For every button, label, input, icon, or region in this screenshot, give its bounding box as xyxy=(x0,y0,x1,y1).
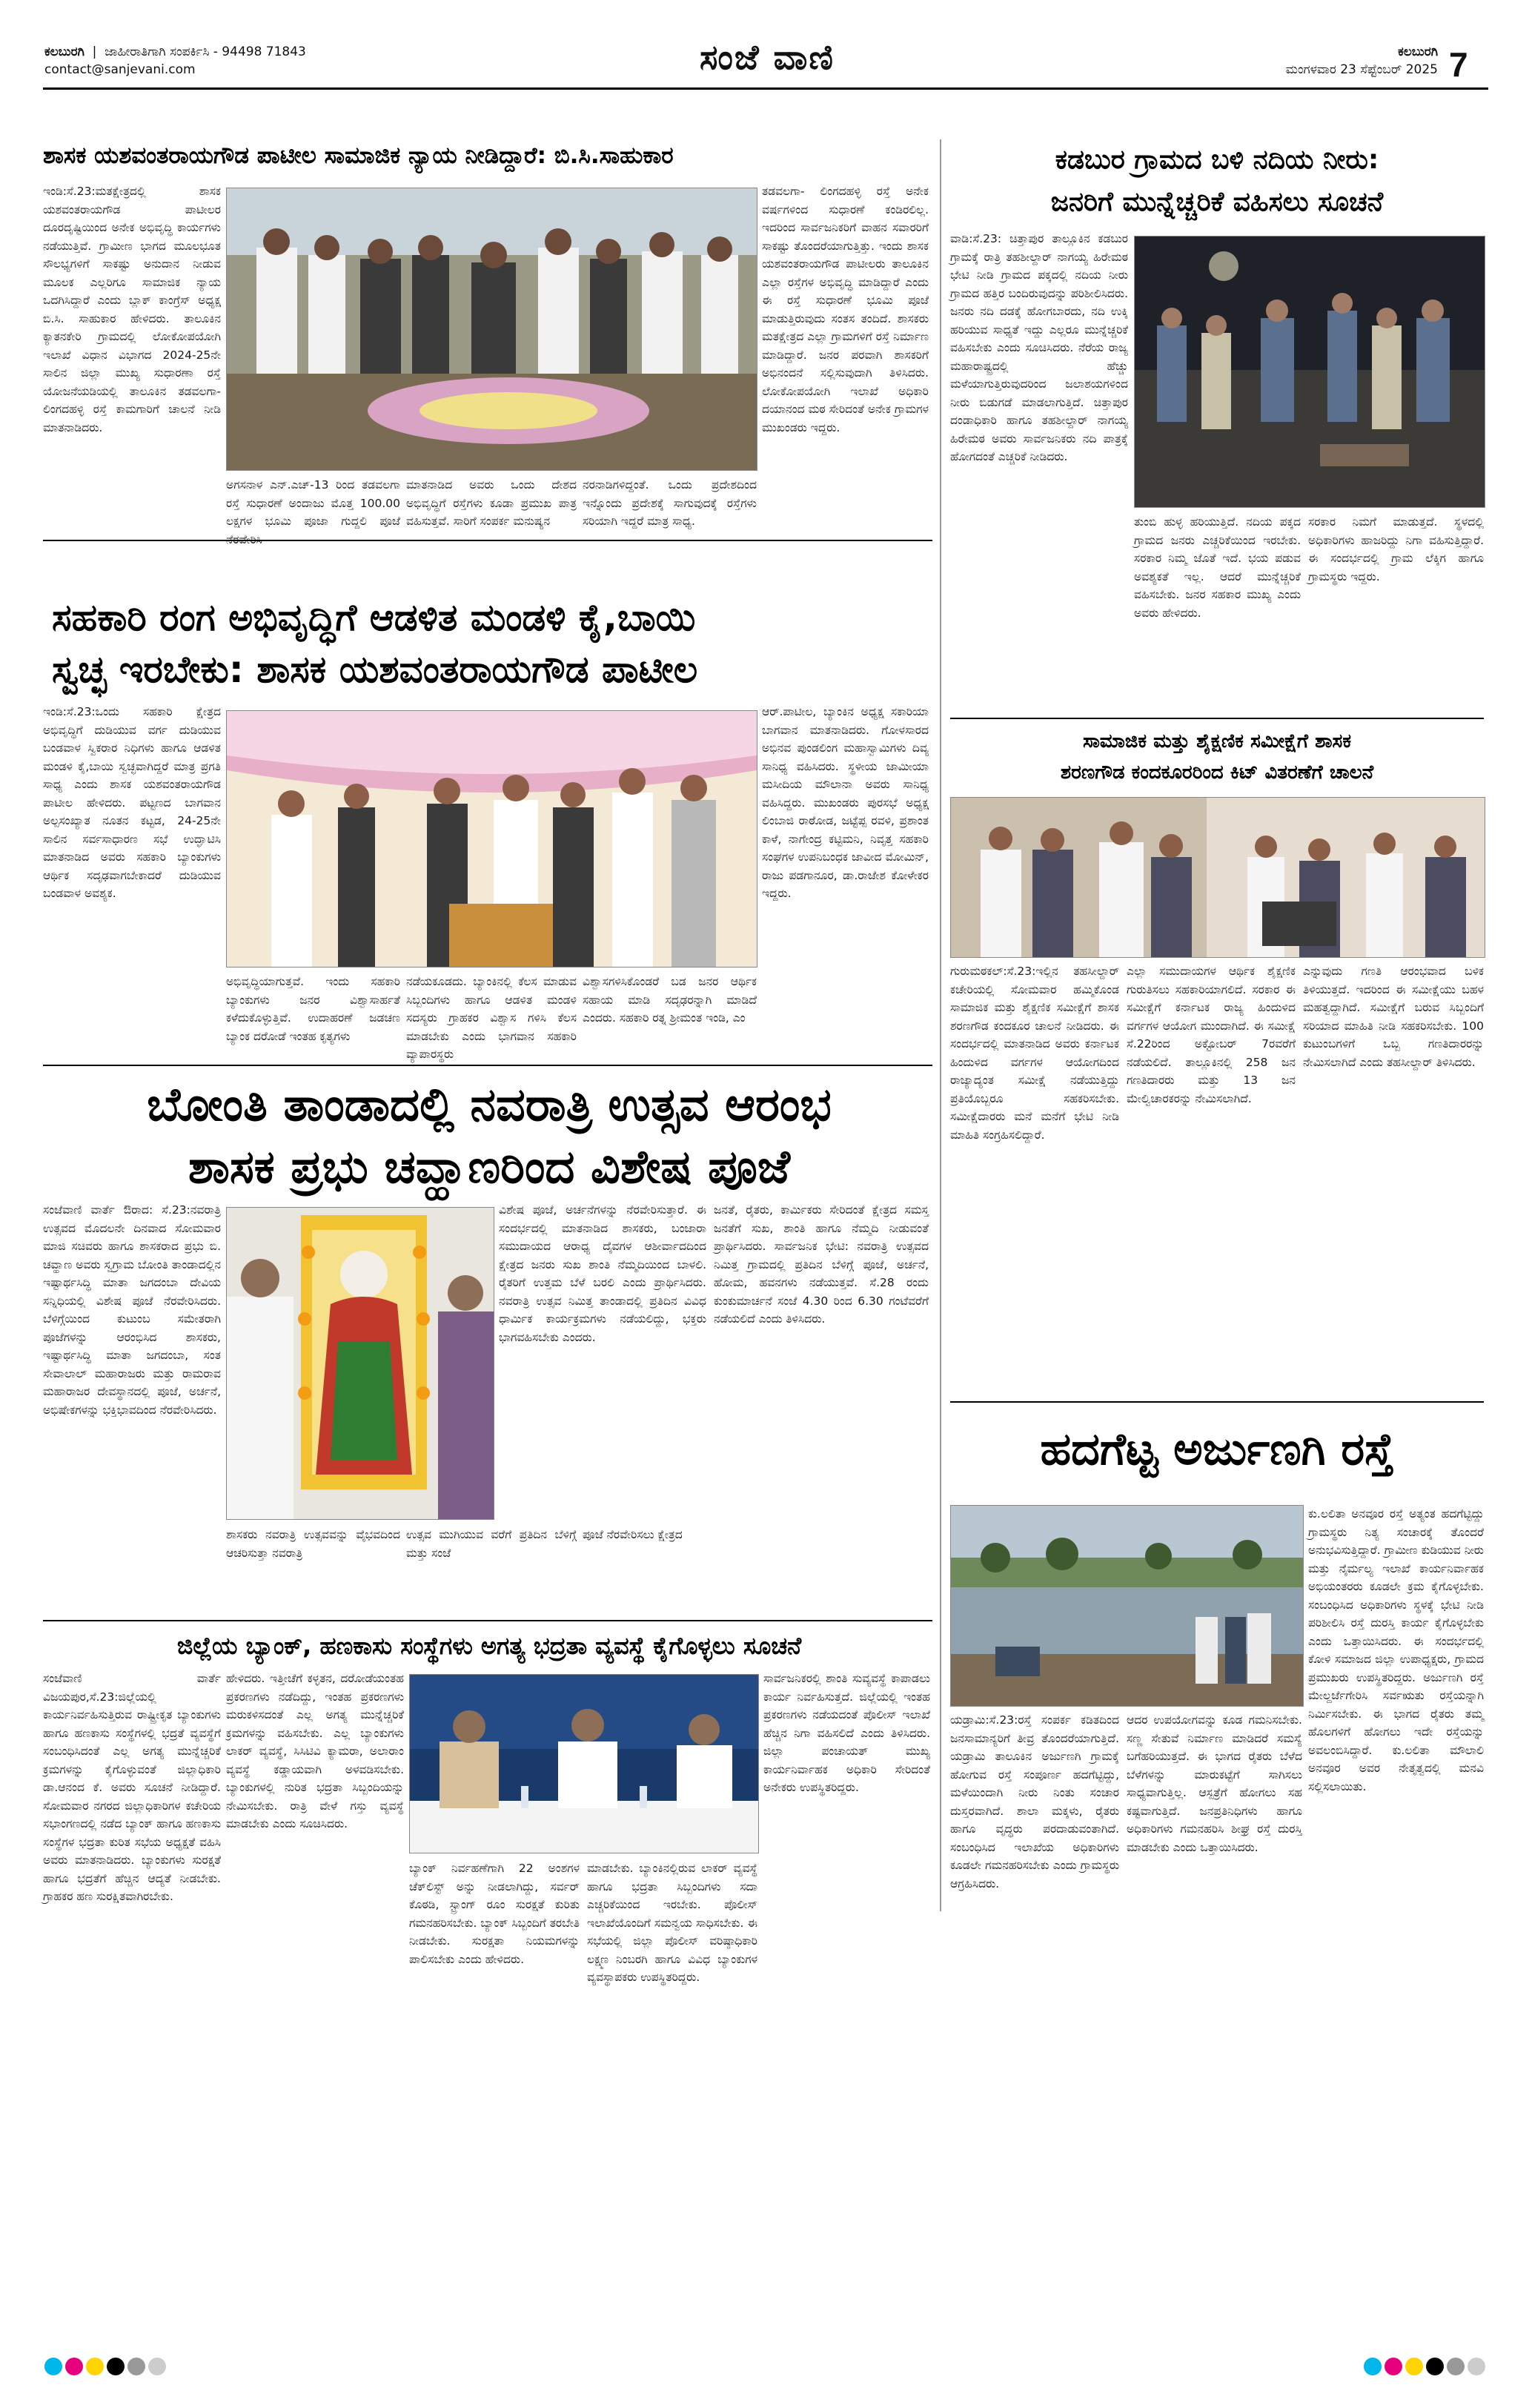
article3-headline-line2: ಸ್ವಚ್ಛ ಇರಬೇಕು: ಶಾಸಕ ಯಶವಂತರಾಯಗೌಡ ಪಾಟೀಲ xyxy=(52,648,698,691)
article3-bottom2: ನಡೆಯಕೂಡದು. ಬ್ಯಾಂಕಿನಲ್ಲಿ ಕೆಲಸ ಮಾಡುವ ಸಿಬ್ಬಂದಿಗಳು ಹಾಗೂ ಆಡಳಿತ ಮಂಡಳಿ ಸದಸ್ಯರು ಗ್ರಾಹಕರ ವಿಶ್ವಾಸ ಗಳಿಸಿ ಕೆಲಸ ಮಾಡಬೇಕು ಎಂದು ಭಾಗವಾನ ಸಹಕಾರಿ ವ್ಯಾಪಾರಸ್ಥರು xyxy=(406,975,577,1061)
registration-dot xyxy=(1385,2358,1402,2375)
article5-headline-line1: ಬೋಂತಿ ತಾಂಡಾದಲ್ಲಿ ನವರಾತ್ರಿ ಉತ್ಸವ ಆರಂಭ xyxy=(147,1077,832,1131)
masthead-email[interactable]: contact@sanjevani.com xyxy=(44,62,196,77)
registration-dot xyxy=(127,2358,145,2375)
masthead-left: ಕಲಬುರಗಿ | ಜಾಹೀರಾತಿಗಾಗಿ ಸಂಪರ್ಕಿಸಿ - 94498 71843 contact@sanjevani.com xyxy=(44,44,306,77)
article1-bottom3: ನರನಾಡಿಗಳಿದ್ದಂತೆ. ಒಂದು ಪ್ರದೇಶದಿಂದ ಇನ್ನೊಂದು ಪ್ರದೇಶಕ್ಕೆ ಸಾಗುವುದಕ್ಕೆ ರಸ್ತೆಗಳು ಸರಿಯಾಗಿ ಇದ್ದರೆ ಮಾತ್ರ ಸಾಧ್ಯ. xyxy=(583,478,757,528)
masthead-city-right: ಕಲಬುರಗಿ xyxy=(1398,44,1438,59)
article5-bottom1: ಶಾಸಕರು ನವರಾತ್ರಿ ಉತ್ಸವವನ್ನು ವೈಭವದಿಂದ ಆಚರಿಸುತ್ತಾ ನವರಾತ್ರಿ xyxy=(226,1528,400,1560)
article4-col1: ಗುರುಮಠಕಲ್:ಸೆ.23:ಇಲ್ಲಿನ ತಹಸೀಲ್ದಾರ್ ಕಚೇರಿಯಲ್ಲಿ ಸೋಮವಾರ ಹಮ್ಮಿಕೊಂಡ ಸಾಮಾಜಿಕ ಮತ್ತು ಶೈಕ್ಷಣಿಕ ಸಮೀಕ್ಷೆಗೆ ಶಾಸಕ ಶರಣಗೌಡ ಕಂದಕೂರ ಚಾಲನೆ ನೀಡಿದರು. ಈ ಸಂದರ್ಭದಲ್ಲಿ ಮಾತನಾಡಿದ ಅವರು ಕರ್ನಾಟಕ ಹಿಂದುಳಿದ ವರ್ಗಗಳ ಆಯೋಗದಿಂದ ರಾಜ್ಯಾದ್ಯಂತ ಸಮೀಕ್ಷೆ ನಡೆಯುತ್ತಿದ್ದು ಪ್ರತಿಯೊಬ್ಬರೂ ಸಹಕರಿಸಬೇಕು. ಸಮೀಕ್ಷೆದಾರರು ಮನೆ ಮನೆಗೆ ಭೇಟಿ ನೀಡಿ ಮಾಹಿತಿ ಸಂಗ್ರಹಿಸಲಿದ್ದಾರೆ. xyxy=(950,965,1119,1142)
cooperative-bank-inauguration-photo-icon xyxy=(227,711,757,967)
article7-photo xyxy=(409,1674,759,1853)
registration-dot xyxy=(148,2358,166,2375)
divider xyxy=(950,1401,1484,1403)
article6-side: ಕು.ಲಲಿತಾ ಅನವೂರ ರಸ್ತೆ ಅತ್ಯಂತ ಹದಗೆಟ್ಟಿದ್ದು ಗ್ರಾಮಸ್ಥರು ನಿತ್ಯ ಸಂಚಾರಕ್ಕೆ ತೊಂದರೆ ಅನುಭವಿಸುತ್ತಿದ್ದಾರೆ. ಗ್ರಾಮೀಣ ಕುಡಿಯುವ ನೀರು ಮತ್ತು ನೈರ್ಮಲ್ಯ ಇಲಾಖೆ ಕಾರ್ಯನಿರ್ವಾಹಕ ಅಭಿಯಂತರರು ಕೂಡಲೇ ಕ್ರಮ ಕೈಗೊಳ್ಳಬೇಕು. ಸಂಬಂಧಿಸಿದ ಅಧಿಕಾರಿಗಳು ಸ್ಥಳಕ್ಕೆ ಭೇಟಿ ನೀಡಿ ಪರಿಶೀಲಿಸಿ ರಸ್ತೆ ದುರಸ್ತಿ ಕಾರ್ಯ ಕೈಗೊಳ್ಳಬೇಕು ಎಂದು ಒತ್ತಾಯಿಸಿದರು. ಈ ಸಂದರ್ಭದಲ್ಲಿ ಕೋಳಿ ಸಮಾಜದ ಜಿಲ್ಲಾ ಉಪಾಧ್ಯಕ್ಷರು, ಗ್ರಾಮದ ಪ್ರಮುಖರು ಉಪಸ್ಥಿತರಿದ್ದರು. ಅರ್ಜುಣಗಿ ರಸ್ತೆ ಮೇಲ್ದರ್ಜೆಗೇರಿಸಿ ಸರ್ವಋತು ರಸ್ತೆಯನ್ನಾಗಿ ನಿರ್ಮಿಸಬೇಕು. ಈ ಭಾಗದ ರೈತರು ತಮ್ಮ ಹೊಲಗಳಿಗೆ ಹೋಗಲು ಇದೇ ರಸ್ತೆಯನ್ನು ಅವಲಂಬಿಸಿದ್ದಾರೆ. ಕು.ಲಲಿತಾ ಮೌಲಾಲಿ ಅನವೂರ ಅವರ ನೇತೃತ್ವದಲ್ಲಿ ಮನವಿ ಸಲ್ಲಿಸಲಾಯಿತು. xyxy=(1308,1507,1484,1793)
article3-col1: ಇಂಡಿ:ಸೆ.23:ಒಂದು ಸಹಕಾರಿ ಕ್ಷೇತ್ರದ ಅಭಿವೃದ್ಧಿಗೆ ದುಡಿಯುವ ವರ್ಗ ದುಡಿಯುವ ಬಂಡವಾಳ ಸ್ವಿಕರಾರ ನಿಧಿಗಳು ಹಾಗೂ ಆಡಳಿತ ಮಂಡಳಿ ಕೈ,ಬಾಯಿ ಸ್ವಚ್ಛವಾಗಿದ್ದರೆ ಮಾತ್ರ ಪ್ರಗತಿ ಸಾಧ್ಯ ಎಂದು ಶಾಸಕ ಯಶವಂತರಾಯಗೌಡ ಪಾಟೀಲ ಹೇಳಿದರು. ಪಟ್ಟಣದ ಬಾಗವಾನ ಅಲ್ಪಸಂಖ್ಯಾತ ನೂತನ ಕಟ್ಟಡ, 24-25ನೇ ಸಾಲಿನ ಸರ್ವಸಾಧಾರಣ ಸಭೆ ಉದ್ಘಾಟಿಸಿ ಮಾತನಾಡಿದ ಅವರು ಸಹಕಾರಿ ಬ್ಯಾಂಕುಗಳು ಆರ್ಥಿಕ ಸದೃಢವಾಗಬೇಕಾದರೆ ದುಡಿಯುವ ಬಂಡವಾಳ ಅವಶ್ಯಕ. xyxy=(43,705,221,900)
registration-dot xyxy=(107,2358,125,2375)
article7-col4: ಮಾಡಬೇಕು. ಬ್ಯಾಂಕಿನಲ್ಲಿರುವ ಲಾಕರ್ ವ್ಯವಸ್ಥೆ ಹಾಗೂ ಭದ್ರತಾ ಸಿಬ್ಬಂದಿಗಳು ಸದಾ ಎಚ್ಚರಿಕೆಯಿಂದ ಇರಬೇಕು. ಪೊಲೀಸ್ ಇಲಾಖೆಯೊಂದಿಗೆ ಸಮನ್ವಯ ಸಾಧಿಸಬೇಕು. ಈ ಸಭೆಯಲ್ಲಿ ಜಿಲ್ಲಾ ಪೊಲೀಸ್ ವರಿಷ್ಠಾಧಿಕಾರಿ ಲಕ್ಷ್ಮಣ ನಿಂಬರಗಿ ಹಾಗೂ ವಿವಿಧ ಬ್ಯಾಂಕುಗಳ ವ್ಯವಸ್ಥಾಪಕರು ಉಪಸ್ಥಿತರಿದ್ದರು. xyxy=(587,1862,757,1984)
article1-bottom1: ಅಗಸನಾಳ ಎನ್.ಎಚ್-13 ರಿಂದ ತಡವಲಗಾ ರಸ್ತೆ ಸುಧಾರಣೆ ಅಂದಾಜು ಮೊತ್ತ 100.00 ಲಕ್ಷಗಳ ಭೂಮಿ ಪೂಜಾ ಗುದ್ದಲಿ ಪೂಜೆ xyxy=(226,478,400,528)
article5-bottom2: ಉತ್ಸವ ಮುಗಿಯುವ ವರೆಗೆ ಪ್ರತಿದಿನ ಬೆಳಿಗ್ಗೆ ಮತ್ತು ಸಂಜೆ xyxy=(406,1528,577,1560)
article1-bottom2: ಮಾತನಾಡಿದ ಅವರು ಒಂದು ದೇಶದ ಅಭಿವೃದ್ಧಿಗೆ ರಸ್ತೆಗಳು ಕೂಡಾ ಪ್ರಮುಖ ಪಾತ್ರ ವಹಿಸುತ್ತವೆ. ಸಾರಿಗೆ ಸಂಪರ್ಕ ಮನುಷ್ಯನ xyxy=(406,478,577,528)
article7-col5: ಸಾರ್ವಜನಿಕರಲ್ಲಿ ಶಾಂತಿ ಸುವ್ಯವಸ್ಥೆ ಕಾಪಾಡಲು ಕಾರ್ಯ ನಿರ್ವಹಿಸುತ್ತದೆ. ಜಿಲ್ಲೆಯಲ್ಲಿ ಇಂತಹ ಪ್ರಕರಣಗಳು ನಡೆಯದಂತೆ ಪೊಲೀಸ್ ಇಲಾಖೆ ಹೆಚ್ಚಿನ ನಿಗಾ ವಹಿಸಲಿದೆ ಎಂದು ತಿಳಿಸಿದರು. ಜಿಲ್ಲಾ ಪಂಚಾಯತ್ ಮುಖ್ಯ ಕಾರ್ಯನಿರ್ವಾಹಕ ಅಧಿಕಾರಿ ಸೇರಿದಂತೆ ಅನೇಕರು ಉಪಸ್ಥಿತರಿದ್ದರು. xyxy=(763,1672,930,1794)
bank-security-meeting-photo-icon xyxy=(410,1675,758,1853)
newspaper-logo: ಸಂಜೆ ವಾಣಿ xyxy=(700,37,835,77)
article1-photo xyxy=(226,188,757,471)
article2-headline-line2: ಜನರಿಗೆ ಮುನ್ನೆಚ್ಚರಿಕೆ ವಹಿಸಲು ಸೂಚನೆ xyxy=(1050,187,1384,217)
article4-headline-line2: ಶರಣಗೌಡ ಕಂದಕೂರರಿಂದ ಕಿಟ್ ವಿತರಣೆಗೆ ಚಾಲನೆ xyxy=(1060,761,1374,784)
registration-dot xyxy=(44,2358,62,2375)
registration-dot xyxy=(1426,2358,1444,2375)
article5-bottom3: ಪೂಜೆ ನೆರವೇರಿಸಲು ಕ್ಷೇತ್ರದ xyxy=(583,1528,683,1541)
masthead-date: ಮಂಗಳವಾರ 23 ಸೆಪ್ಟೆಂಬರ್ 2025 xyxy=(1285,62,1438,77)
article5-col1: ಸಂಜೆವಾಣಿ ವಾರ್ತೆ ಔರಾದ: ಸೆ.23:ನವರಾತ್ರಿ ಉತ್ಸವದ ಮೊದಲನೇ ದಿನವಾದ ಸೋಮವಾರ ಮಾಜಿ ಸಚಿವರು ಹಾಗೂ ಶಾಸಕರಾದ ಪ್ರಭು ಬಿ. ಚವ್ಹಾಣ ಅವರು ಸ್ವಗ್ರಾಮ ಬೋಂತಿ ತಾಂಡಾದಲ್ಲಿನ ಇಷ್ಟಾರ್ಥಸಿದ್ಧಿ ಮಾತಾ ಜಗದಂಬಾ ದೇವಿಯ ಸನ್ನಿಧಿಯಲ್ಲಿ ವಿಶೇಷ ಪೂಜೆ ನೆರವೇರಿಸಿದರು. ಬೆಳಿಗ್ಗೆಯಿಂದ ಕುಟುಂಬ ಸಮೇತರಾಗಿ ಪೂಜೆಗಳನ್ನು ಆರಂಭಿಸಿದ ಶಾಸಕರು, ಇಷ್ಟಾರ್ಥಸಿದ್ಧಿ ಮಾತಾ ಜಗದಂಬಾ, ಸಂತ ಸೇವಾಲಾಲ್ ಮಹಾರಾಜರು ಮತ್ತು ರಾಮರಾವ ಮಹಾರಾಜರ ದೇವಸ್ಥಾನದಲ್ಲಿ ಪೂಜೆ, ಅರ್ಚನೆ, ಅಭಿಷೇಕಗಳನ್ನು ಭಕ್ತಿಭಾವದಿಂದ ನೆರವೇರಿಸಿದರು. xyxy=(43,1203,221,1417)
survey-kit-distribution-photo-icon xyxy=(951,798,1485,957)
divider xyxy=(43,540,932,541)
damaged-road-photo-icon xyxy=(951,1506,1303,1706)
registration-dot xyxy=(86,2358,104,2375)
article4-col3: ಎನ್ನುವುದು ಗಣತಿ ಆರಂಭವಾದ ಬಳಿಕ ತಿಳಿಯುತ್ತದೆ. ಇದರಿಂದ ಈ ಸಮೀಕ್ಷೆಯು ಬಹಳ ಮಹತ್ವದ್ದಾಗಿದೆ. ಸಮೀಕ್ಷೆಗೆ ಬರುವ ಸಿಬ್ಬಂದಿಗೆ ಸರಿಯಾದ ಮಾಹಿತಿ ನೀಡಿ ಸಹಕರಿಸಬೇಕು. 100 ಕುಟುಂಬಗಳಿಗೆ ಒಬ್ಬ ಗಣತಿದಾರರನ್ನು ನೇಮಿಸಲಾಗಿದೆ ಎಂದು ತಹಸೀಲ್ದಾರ್ ತಿಳಿಸಿದರು. xyxy=(1303,965,1484,1069)
masthead-city-left: ಕಲಬುರಗಿ xyxy=(44,44,84,59)
article3-bottom1: ಅಭಿವೃದ್ಧಿಯಾಗುತ್ತವೆ. ಇಂದು ಸಹಕಾರಿ ಬ್ಯಾಂಕುಗಳು ಜನರ ವಿಶ್ವಾಸಾರ್ಹತೆ ಕಳೆದುಕೊಳ್ಳುತ್ತಿವೆ. ಉದಾಹರಣೆ ಜಡಚಣ ಬ್ಯಾಂಕ ದರೋಡೆ ಇಂತಹ ಕೃತ್ಯಗಳು xyxy=(226,975,400,1043)
masthead-rule xyxy=(43,87,1488,90)
article3-photo xyxy=(226,710,757,968)
article4-col2: ಎಲ್ಲಾ ಸಮುದಾಯಗಳ ಆರ್ಥಿಕ ಶೈಕ್ಷಣಿಕ ಗುರುತಿಸಲು ಸಹಕಾರಿಯಾಗಲಿದೆ. ಸರಕಾರ ಈ ಸಮೀಕ್ಷೆಗೆ ಕರ್ನಾಟಕ ರಾಜ್ಯ ಹಿಂದುಳಿದ ವರ್ಗಗಳ ಆಯೋಗ ಮುಂದಾಗಿದೆ. ಈ ಸಮೀಕ್ಷೆ ಸೆ.22ರಿಂದ ಅಕ್ಟೋಬರ್ 7ರವರೆಗೆ ನಡೆಯಲಿದೆ. ತಾಲ್ಲೂಕಿನಲ್ಲಿ 258 ಜನ ಗಣತಿದಾರರು ಮತ್ತು 13 ಜನ ಮೇಲ್ವಿಚಾರಕರನ್ನು ನೇಮಿಸಲಾಗಿದೆ. xyxy=(1127,965,1296,1105)
article6-headline: ಹದಗೆಟ್ಟ ಅರ್ಜುಣಗಿ ರಸ್ತೆ xyxy=(1040,1423,1394,1475)
article7-col3: ಬ್ಯಾಂಕ್ ನಿರ್ವಹಣೆಗಾಗಿ 22 ಅಂಶಗಳ ಚೆಕ್‌ಲಿಸ್ಟ್ ಅನ್ನು ನೀಡಲಾಗಿದ್ದು, ಸರ್ವರ್ ಕೊಠಡಿ, ಸ್ಟ್ರಾಂಗ್ ರೂಂ ಸುರಕ್ಷತೆ ಕುರಿತು ಗಮನಹರಿಸಬೇಕು. ಬ್ಯಾಂಕ್ ಸಿಬ್ಬಂದಿಗೆ ತರಬೇತಿ ನೀಡಬೇಕು. ಸುರಕ್ಷತಾ ನಿಯಮಗಳನ್ನು ಪಾಲಿಸಬೇಕು ಎಂದು ಹೇಳಿದರು. xyxy=(409,1862,580,1966)
article7-col1: ಸಂಜೆವಾಣಿ ವಾರ್ತೆ ವಿಜಯಪುರ,ಸೆ.23:ಜಿಲ್ಲೆಯಲ್ಲಿ ಕಾರ್ಯನಿರ್ವಹಿಸುತ್ತಿರುವ ರಾಷ್ಟ್ರೀಕೃತ ಬ್ಯಾಂಕುಗಳು ಹಾಗೂ ಹಣಕಾಸು ಸಂಸ್ಥೆಗಳಲ್ಲಿ ಭದ್ರತೆ ವ್ಯವಸ್ಥೆಗೆ ಸಂಬಂಧಿಸಿದಂತೆ ಎಲ್ಲ ಅಗತ್ಯ ಮುನ್ನೆಚ್ಚರಿಕೆ ಕ್ರಮಗಳನ್ನು ಕೈಗೊಳ್ಳುವಂತೆ ಜಿಲ್ಲಾಧಿಕಾರಿ ಡಾ.ಆನಂದ ಕೆ. ಅವರು ಸೂಚನೆ ನೀಡಿದ್ದಾರೆ. ಸೋಮವಾರ ನಗರದ ಜಿಲ್ಲಾಧಿಕಾರಿಗಳ ಕಚೇರಿಯ ಸಭಾಂಗಣದಲ್ಲಿ ನಡೆದ ಬ್ಯಾಂಕ್ ಹಾಗೂ ಹಣಕಾಸು ಸಂಸ್ಥೆಗಳ ಭದ್ರತಾ ಕುರಿತ ಸಭೆಯ ಅಧ್ಯಕ್ಷತೆ ವಹಿಸಿ ಅವರು ಮಾತನಾಡಿದರು. ಬ್ಯಾಂಕುಗಳು ಸುರಕ್ಷತೆ ಹಾಗೂ ಭದ್ರತೆಗೆ ಹೆಚ್ಚಿನ ಆದ್ಯತೆ ನೀಡಬೇಕು. ಗ್ರಾಹಕರ ಹಣ ಸುರಕ್ಷಿತವಾಗಿರಬೇಕು. xyxy=(43,1672,221,1903)
masthead-right xyxy=(1216,43,1438,79)
article3-col2: ಆರ್.ಪಾಟೀಲ, ಬ್ಯಾಂಕಿನ ಅಧ್ಯಕ್ಷ ಸಕಾರಿಯಾ ಬಾಗವಾನ ಮಾತನಾಡಿದರು. ಗೋಳಸಾರದ ಅಭಿನವ ಪುಂಡಲಿಂಗ ಮಹಾಸ್ವಾಮಿಗಳು ದಿವ್ಯ ಸಾನಿಧ್ಯ ವಹಿಸಿದರು. ಸ್ಥಳೀಯ ಜಾಮೀಯಾ ಮಸೀದಿಯ ಮೌಲಾನಾ ಅವರು ಸಾನಿಧ್ಯ ವಹಿಸಿದ್ದರು. ಮುಖಂಡರು ಪುರಸಭೆ ಅಧ್ಯಕ್ಷ ಲಿಂಬಾಜಿ ರಾಠೋಡ, ಜಟ್ಟೆಪ್ಪ ರವಳಿ, ಪ್ರಶಾಂತ ಕಾಳೆ, ನಾಗೇಂದ್ರ ಕಟ್ಟಿಮನಿ, ನಿವೃತ್ತ ಸಹಕಾರಿ ಸಂಘಗಳ ಉಪನಿಬಂಧಕ ಜಾವೀದ ಮೋಮಿನ್, ರಾಜು ಪಡಗಾನೂರ, ಡಾ.ರಾಜೇಶ ಕೋಳೇಕರ ಇದ್ದರು. xyxy=(762,705,929,900)
article2-col3: ಸರಕಾರ ನಿಮಗೆ ಮಾಡುತ್ತದೆ. ಸ್ಥಳದಲ್ಲಿ ಅಧಿಕಾರಿಗಳು ಹಾಜರಿದ್ದು ನಿಗಾ ವಹಿಸುತ್ತಿದ್ದಾರೆ. ಈ ಸಂದರ್ಭದಲ್ಲಿ ಗ್ರಾಮ ಲೆಕ್ಕಿಗ ಹಾಗೂ ಗ್ರಾಮಸ್ಥರು ಇದ್ದರು. xyxy=(1308,515,1484,583)
article4-photo xyxy=(950,797,1485,958)
article1-headline: ಶಾಸಕ ಯಶವಂತರಾಯಗೌಡ ಪಾಟೀಲ ಸಾಮಾಜಿಕ ನ್ಯಾಯ ನೀಡಿದ್ದಾರೆ: ಬಿ.ಸಿ.ಸಾಹುಕಾರ xyxy=(43,142,674,169)
article7-headline: ಜಿಲ್ಲೆಯ ಬ್ಯಾಂಕ್, ಹಣಕಾಸು ಸಂಸ್ಥೆಗಳು ಅಗತ್ಯ ಭದ್ರತಾ ವ್ಯವಸ್ಥೆ ಕೈಗೊಳ್ಳಲು ಸೂಚನೆ xyxy=(176,1632,802,1660)
registration-dot xyxy=(1468,2358,1485,2375)
divider xyxy=(43,1065,932,1066)
article2-headline-line1: ಕಡಬುರ ಗ್ರಾಮದ ಬಳಿ ನದಿಯ ನೀರು: xyxy=(1055,145,1379,175)
divider xyxy=(43,1620,932,1621)
groundbreaking-photo-icon xyxy=(227,188,757,470)
article4-headline-line1: ಸಾಮಾಜಿಕ ಮತ್ತು ಶೈಕ್ಷಣಿಕ ಸಮೀಕ್ಷೆಗೆ ಶಾಸಕ xyxy=(1082,730,1352,752)
night-river-inspection-photo-icon xyxy=(1135,236,1485,507)
color-registration-left xyxy=(44,2358,169,2378)
article5-headline-line2: ಶಾಸಕ ಪ್ರಭು ಚವ್ಹಾಣರಿಂದ ವಿಶೇಷ ಪೂಜೆ xyxy=(188,1140,791,1194)
article2-col1: ವಾಡಿ:ಸೆ.23: ಚಿತ್ತಾಪುರ ತಾಲ್ಲೂಕಿನ ಕಡಬುರ ಗ್ರಾಮಕ್ಕೆ ರಾತ್ರಿ ತಹಶೀಲ್ದಾರ್ ನಾಗಯ್ಯ ಹಿರೇಮಠ ಭೇಟಿ ನೀಡಿ ಗ್ರಾಮದ ಪಕ್ಕದಲ್ಲಿ ನದಿಯ ನೀರು ಗ್ರಾಮದ ಹತ್ತಿರ ಬಂದಿರುವುದನ್ನು ಪರಿಶೀಲಿಸಿದರು. ಜನರು ನದಿ ದಡಕ್ಕೆ ಹೋಗಬಾರದು, ನದಿ ಉಕ್ಕಿ ಹರಿಯುವ ಸಾಧ್ಯತೆ ಇದ್ದು ಎಲ್ಲರೂ ಮುನ್ನೆಚ್ಚರಿಕೆ ವಹಿಸಬೇಕು ಎಂದು ಸೂಚಿಸಿದರು. ನೆರೆಯ ರಾಜ್ಯ ಮಹಾರಾಷ್ಟ್ರದಲ್ಲಿ ಹೆಚ್ಚು ಮಳೆಯಾಗುತ್ತಿರುವುದರಿಂದ ಜಲಾಶಯಗಳಿಂದ ನೀರು ಬಿಡುಗಡೆ ಮಾಡಲಾಗುತ್ತಿದೆ. ಚಿತ್ತಾಪುರ ದಂಡಾಧಿಕಾರಿ ಹಾಗೂ ತಹಶೀಲ್ದಾರ್ ನಾಗಯ್ಯ ಹಿರೇಮಠ ಅವರು ಸಾರ್ವಜನಿಕರು ನದಿ ಪಾತ್ರಕ್ಕೆ ಹೋಗದಂತೆ ಎಚ್ಚರಿಕೆ ನೀಡಿದರು. xyxy=(950,232,1128,463)
registration-dot xyxy=(1405,2358,1423,2375)
article3-headline-line1: ಸಹಕಾರಿ ರಂಗ ಅಭಿವೃದ್ಧಿಗೆ ಆಡಳಿತ ಮಂಡಳಿ ಕೈ,ಬಾಯಿ xyxy=(52,596,696,639)
registration-dot xyxy=(65,2358,83,2375)
registration-dot xyxy=(1447,2358,1465,2375)
article1-col1: ಇಂಡಿ:ಸೆ.23:ಮತಕ್ಷೇತ್ರದಲ್ಲಿ ಶಾಸಕ ಯಶವಂತರಾಯಗೌಡ ಪಾಟೀಲರ ದೂರದೃಷ್ಟಿಯಿಂದ ಅನೇಕ ಅಭಿವೃದ್ಧಿ ಕಾರ್ಯಗಳು ನಡೆಯುತ್ತಿವೆ. ಗ್ರಾಮೀಣ ಭಾಗದ ಮೂಲಭೂತ ಸೌಲಭ್ಯಗಳಿಗೆ ಸಾಕಷ್ಟು ಅನುದಾನ ನೀಡುವ ಮೂಲಕ ಎಲ್ಲರಿಗೂ ಸಾಮಾಜಿಕ ನ್ಯಾಯ ಒದಗಿಸಿದ್ದಾರೆ ಎಂದು ಬ್ಲಾಕ್ ಕಾಂಗ್ರೆಸ್ ಅಧ್ಯಕ್ಷ ಬಿ.ಸಿ. ಸಾಹುಕಾರ ಹೇಳಿದರು. ತಾಲೂಕಿನ ಕ್ಯಾತನಕೇರಿ ಗ್ರಾಮದಲ್ಲಿ ಲೋಕೋಪಯೋಗಿ ಇಲಾಖೆ ವಿಧಾನ ವಿಭಾಗದ 2024-25ನೇ ಸಾಲಿನ ಜಿಲ್ಲಾ ಮುಖ್ಯ ಸುಧಾರಣಾ ರಸ್ತೆ ಯೋಜನೆಯಡಿಯಲ್ಲಿ ತಾಲೂಕಿನ ತಡವಲಗಾ-ಲಿಂಗದಹಳ್ಳಿ ರಸ್ತೆ ಕಾಮಗಾರಿಗೆ ಚಾಲನೆ ನೀಡಿ ಮಾತನಾಡಿದರು. xyxy=(43,185,221,434)
article2-col2: ತುಂಬಿ ಹುಳ್ಳ ಹರಿಯುತ್ತಿದೆ. ನದಿಯ ಪಕ್ಕದ ಗ್ರಾಮದ ಜನರು ಎಚ್ಚರಿಕೆಯಿಂದ ಇರಬೇಕು. ಸರಕಾರ ನಿಮ್ಮ ಜೊತೆ ಇದೆ. ಭಯ ಪಡುವ ಅವಶ್ಯಕತೆ ಇಲ್ಲ. ಆದರೆ ಮುನ್ನೆಚ್ಚರಿಕೆ ವಹಿಸಬೇಕು. ಜನರ ಸಹಕಾರ ಮುಖ್ಯ ಎಂದು ಅವರು ಹೇಳಿದರು. xyxy=(1134,515,1301,620)
article6-col1: ಯಡ್ರಾಮಿ:ಸೆ.23:ರಸ್ತೆ ಸಂಪರ್ಕ ಕಡಿತದಿಂದ ಜನಸಾಮಾನ್ಯರಿಗೆ ತೀವ್ರ ತೊಂದರೆಯಾಗುತ್ತಿದೆ. ಯಡ್ರಾಮಿ ತಾಲೂಕಿನ ಅರ್ಜುಣಗಿ ಗ್ರಾಮಕ್ಕೆ ಹೋಗುವ ರಸ್ತೆ ಸಂಪೂರ್ಣ ಹದಗೆಟ್ಟಿದ್ದು, ಮಳೆಯಿಂದಾಗಿ ನೀರು ನಿಂತು ಸಂಚಾರ ದುಸ್ತರವಾಗಿದೆ. ಶಾಲಾ ಮಕ್ಕಳು, ರೈತರು ಹಾಗೂ ವೃದ್ಧರು ಪರದಾಡುವಂತಾಗಿದೆ. ಸಂಬಂಧಿಸಿದ ಇಲಾಖೆಯ ಅಧಿಕಾರಿಗಳು ಕೂಡಲೇ ಗಮನಹರಿಸಬೇಕು ಎಂದು ಗ್ರಾಮಸ್ಥರು ಆಗ್ರಹಿಸಿದರು. xyxy=(950,1713,1119,1891)
article1-col2: ತಡವಲಗಾ- ಲಿಂಗದಹಳ್ಳಿ ರಸ್ತೆ ಅನೇಕ ವರ್ಷಗಳಿಂದ ಸುಧಾರಣೆ ಕಂಡಿರಲಿಲ್ಲ. ಇದರಿಂದ ಸಾರ್ವಜನಿಕರಿಗೆ ವಾಹನ ಸವಾರರಿಗೆ ಸಾಕಷ್ಟು ತೊಂದರೆಯಾಗುತ್ತಿತ್ತು. ಇಂದು ಶಾಸಕ ಯಶವಂತರಾಯಗೌಡ ಪಾಟೀಲರು ತಾಲೂಕಿನ ಎಲ್ಲಾ ರಸ್ತೆಗಳ ಅಭಿವೃದ್ಧಿ ಮಾಡಿದ್ದಾರೆ ಎಂದು ಈ ರಸ್ತೆ ಸುಧಾರಣೆ ಭೂಮಿ ಪೂಜೆ ಮಾಡುತ್ತಿರುವುದು ಸಂತಸ ತಂದಿದೆ. ಶಾಸಕರು ಮತಕ್ಷೇತ್ರದ ಎಲ್ಲಾ ಗ್ರಾಮಗಳಿಗೆ ರಸ್ತೆ ನಿರ್ಮಾಣ ಮಾಡಿದ್ದಾರೆ. ಜನರ ಪರವಾಗಿ ಶಾಸಕರಿಗೆ ಅಭಿನಂದನೆ ಸಲ್ಲಿಸುವುದಾಗಿ ತಿಳಿಸಿದರು. ಲೋಕೋಪಯೋಗಿ ಇಲಾಖೆ ಅಧಿಕಾರಿ ದಯಾನಂದ ಮಠ ಸೇರಿದಂತೆ ಅನೇಕ ಗ್ರಾಮಗಳ ಮುಖಂಡರು ಇದ್ದರು. xyxy=(762,185,929,434)
article7-col2: ಹೇಳಿದರು. ಇತ್ತೀಚೆಗೆ ಕಳ್ಳತನ, ದರೋಡೆಯಂತಹ ಪ್ರಕರಣಗಳು ನಡೆದಿದ್ದು, ಇಂತಹ ಪ್ರಕರಣಗಳು ಮರುಕಳಿಸದಂತೆ ಎಲ್ಲ ಅಗತ್ಯ ಮುನ್ನೆಚ್ಚರಿಕೆ ಕ್ರಮಗಳನ್ನು ವಹಿಸಬೇಕು. ಎಲ್ಲ ಬ್ಯಾಂಕುಗಳು ಲಾಕರ್ ವ್ಯವಸ್ಥೆ, ಸಿಸಿಟಿವಿ ಕ್ಯಾಮರಾ, ಅಲಾರಾಂ ವ್ಯವಸ್ಥೆ ಕಡ್ಡಾಯವಾಗಿ ಅಳವಡಿಸಬೇಕು. ಬ್ಯಾಂಕುಗಳಲ್ಲಿ ನುರಿತ ಭದ್ರತಾ ಸಿಬ್ಬಂದಿಯನ್ನು ನೇಮಿಸಬೇಕು. ರಾತ್ರಿ ವೇಳೆ ಗಸ್ತು ವ್ಯವಸ್ಥೆ ಮಾಡಬೇಕು ಎಂದು ಸೂಚಿಸಿದರು. xyxy=(226,1672,404,1830)
divider xyxy=(950,718,1484,719)
article5-photo xyxy=(226,1207,494,1520)
registration-dot xyxy=(1364,2358,1382,2375)
article5-col2: ವಿಶೇಷ ಪೂಜೆ, ಅರ್ಚನೆಗಳನ್ನು ನೆರವೇರಿಸುತ್ತಾರೆ. ಈ ಸಂದರ್ಭದಲ್ಲಿ ಮಾತನಾಡಿದ ಶಾಸಕರು, ಬಂಜಾರಾ ಸಮುದಾಯದ ಆರಾಧ್ಯ ದೈವಗಳ ಆಶೀರ್ವಾದದಿಂದ ಕ್ಷೇತ್ರದ ಜನರು ಸುಖ ಶಾಂತಿ ನೆಮ್ಮದಿಯಿಂದ ಬಾಳಲಿ. ರೈತರಿಗೆ ಉತ್ತಮ ಬೆಳೆ ಬರಲಿ ಎಂದು ಪ್ರಾರ್ಥಿಸಿದರು. ನವರಾತ್ರಿ ಉತ್ಸವ ನಿಮಿತ್ತ ತಾಂಡಾದಲ್ಲಿ ಪ್ರತಿದಿನ ವಿವಿಧ ಧಾರ್ಮಿಕ ಕಾರ್ಯಕ್ರಮಗಳು ನಡೆಯಲಿದ್ದು, ಭಕ್ತರು ಭಾಗವಹಿಸಬೇಕು ಎಂದರು. xyxy=(499,1203,706,1344)
article5-col3: ಜನತೆ, ರೈತರು, ಕಾರ್ಮಿಕರು ಸೇರಿದಂತೆ ಕ್ಷೇತ್ರದ ಸಮಸ್ತ ಜನತೆಗೆ ಸುಖ, ಶಾಂತಿ ಹಾಗೂ ನೆಮ್ಮದಿ ನೀಡುವಂತೆ ಪ್ರಾರ್ಥಿಸಿದರು. ಸಾರ್ವಜನಿಕ ಭೇಟಿ: ನವರಾತ್ರಿ ಉತ್ಸವದ ನಿಮಿತ್ತ ಗ್ರಾಮದಲ್ಲಿ ಪ್ರತಿದಿನ ಬೆಳಿಗ್ಗೆ ಪೂಜೆ, ಅರ್ಚನೆ, ಹೋಮ, ಹವನಗಳು ನಡೆಯುತ್ತವೆ. ಸೆ.28 ರಂದು ಕುಂಕುಮಾರ್ಚನೆ ಸಂಜೆ 4.30 ರಿಂದ 6.30 ಗಂಟೆವರೆಗೆ ನಡೆಯಲಿದೆ ಎಂದು ತಿಳಿಸಿದರು. xyxy=(714,1203,929,1326)
navaratri-puja-photo-icon xyxy=(227,1208,494,1519)
color-registration-right xyxy=(1364,2358,1488,2378)
article2-photo xyxy=(1134,236,1485,508)
article3-bottom3: ವಿಶ್ವಾಸಗಳಿಸಿಕೊಂಡರೆ ಬಡ ಜನರ ಆರ್ಥಿಕ ಸಹಾಯ ಮಾಡಿ ಸದೃಢರನ್ನಾಗಿ ಮಾಡಿದೆ ಎಂದರು. ಸಹಕಾರಿ ರತ್ನ ಶ್ರೀಮಂತ ಇಂಡಿ, ಎಂ xyxy=(583,975,757,1025)
column-divider xyxy=(940,139,941,1911)
article6-col2: ಆದರ ಉಪಯೋಗವನ್ನು ಕೂಡ ಗಮನಿಸಬೇಕು. ಸಣ್ಣ ಸೇತುವೆ ನಿರ್ಮಾಣ ಮಾಡಿದರೆ ಸಮಸ್ಯೆ ಬಗೆಹರಿಯುತ್ತದೆ. ಈ ಭಾಗದ ರೈತರು ಬೆಳೆದ ಬೆಳೆಗಳನ್ನು ಮಾರುಕಟ್ಟೆಗೆ ಸಾಗಿಸಲು ಸಾಧ್ಯವಾಗುತ್ತಿಲ್ಲ. ಆಸ್ಪತ್ರೆಗೆ ಹೋಗಲು ಸಹ ಕಷ್ಟವಾಗುತ್ತಿದೆ. ಜನಪ್ರತಿನಿಧಿಗಳು ಹಾಗೂ ಅಧಿಕಾರಿಗಳು ಗಮನಹರಿಸಿ ಶೀಘ್ರ ರಸ್ತೆ ದುರಸ್ತಿ ಮಾಡಬೇಕು ಎಂದು ಒತ್ತಾಯಿಸಿದರು. xyxy=(1127,1713,1302,1854)
masthead-phone: ಜಾಹೀರಾತಿಗಾಗಿ ಸಂಪರ್ಕಿಸಿ - 94498 71843 xyxy=(105,44,306,59)
article6-photo xyxy=(950,1505,1304,1707)
page-number: 7 xyxy=(1449,45,1468,84)
